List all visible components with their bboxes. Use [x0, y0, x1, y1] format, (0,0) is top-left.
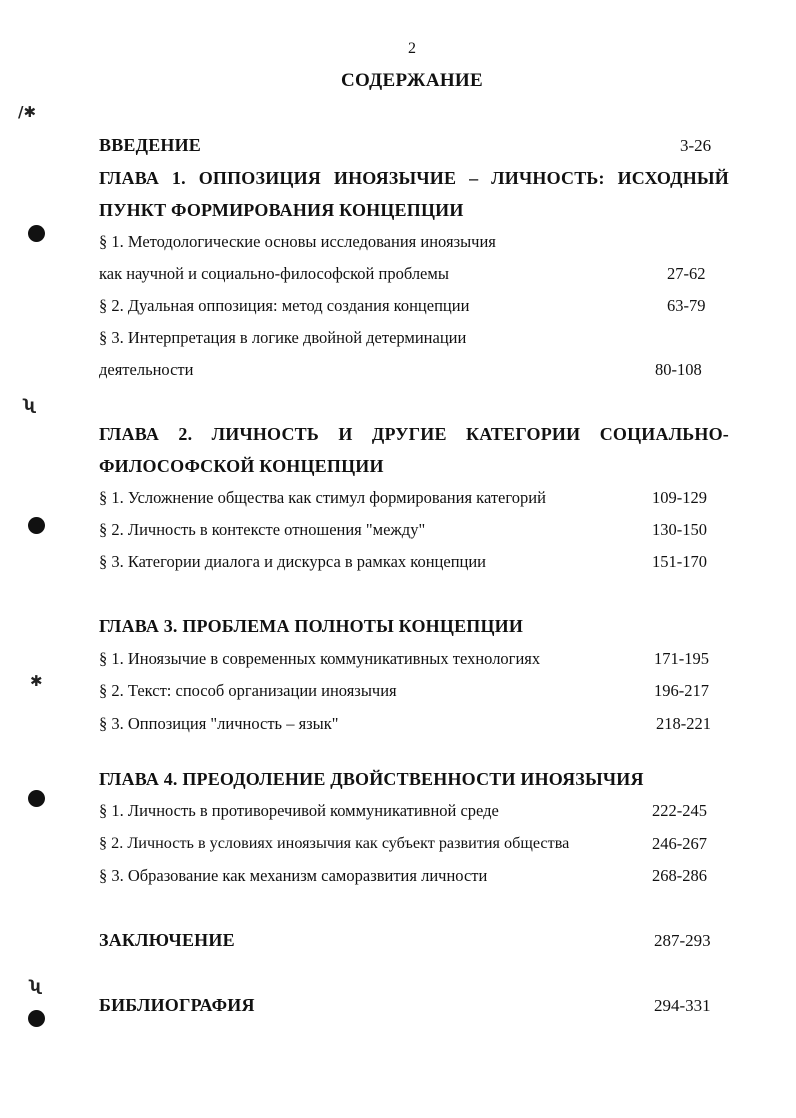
toc-section-pages: 196-217 — [654, 681, 709, 700]
toc-section-cont: как научной и социально-философской проблемы — [99, 264, 449, 283]
toc-section: § 3. Оппозиция "личность – язык" — [99, 714, 339, 733]
toc-conclusion-label: ЗАКЛЮЧЕНИЕ — [99, 930, 235, 950]
chapter-2-title-cont: ФИЛОСОФСКОЙ КОНЦЕПЦИИ — [99, 456, 384, 476]
chapter-1-title-cont: ПУНКТ ФОРМИРОВАНИЯ КОНЦЕПЦИИ — [99, 200, 464, 220]
toc-section-pages: 109-129 — [652, 488, 707, 507]
margin-scribble-icon: ✱ — [30, 672, 43, 690]
toc-section: § 2. Текст: способ организации иноязычия — [99, 681, 397, 700]
chapter-2-title: ГЛАВА 2. ЛИЧНОСТЬ И ДРУГИЕ КАТЕГОРИИ СОЦИАЛЬНО- — [99, 424, 729, 444]
margin-scribble-icon: ʯ — [30, 977, 42, 995]
toc-section: § 1. Усложнение общества как стимул формирования категорий — [99, 488, 546, 507]
toc-section: § 1. Личность в противоречивой коммуникативной среде — [99, 801, 499, 820]
toc-section-pages: 246-267 — [652, 834, 707, 853]
toc-conclusion-pages: 287-293 — [654, 931, 711, 950]
page-number: 2 — [408, 40, 416, 57]
toc-section: § 3. Категории диалога и дискурса в рамках концепции — [99, 552, 487, 571]
binder-hole-icon — [28, 790, 45, 807]
toc-section: § 3. Образование как механизм саморазвития личности — [99, 866, 488, 885]
toc-section: § 1. Методологические основы исследования иноязычия — [99, 232, 496, 251]
toc-section-pages: 130-150 — [652, 520, 707, 539]
toc-section: § 2. Дуальная оппозиция: метод создания концепции — [99, 296, 470, 315]
toc-intro-label: ВВЕДЕНИЕ — [99, 135, 202, 155]
margin-scribble-icon: /✱ — [18, 103, 37, 121]
toc-section: § 2. Личность в условиях иноязычия как субъект развития общества — [99, 834, 570, 852]
toc-section-cont: деятельности — [99, 360, 194, 379]
binder-hole-icon — [28, 517, 45, 534]
page-title: СОДЕРЖАНИЕ — [341, 70, 483, 91]
toc-section-pages: 171-195 — [654, 649, 709, 668]
binder-hole-icon — [28, 225, 45, 242]
toc-section-pages: 218-221 — [656, 714, 711, 733]
toc-section-pages: 80-108 — [655, 360, 702, 379]
margin-scribble-icon: ʯ — [24, 396, 36, 414]
toc-section-pages: 151-170 — [652, 552, 707, 571]
toc-intro-pages: 3-26 — [680, 136, 712, 155]
chapter-1-title: ГЛАВА 1. ОППОЗИЦИЯ ИНОЯЗЫЧИЕ – ЛИЧНОСТЬ: ИСХОДНЫЙ — [99, 168, 729, 188]
toc-section: § 1. Иноязычие в современных коммуникативных технологиях — [99, 649, 541, 668]
toc-section-pages: 268-286 — [652, 866, 707, 885]
toc-section: § 3. Интерпретация в логике двойной детерминации — [99, 328, 467, 347]
toc-section-pages: 63-79 — [667, 296, 706, 315]
toc-section-pages: 27-62 — [667, 264, 706, 283]
binder-hole-icon — [28, 1010, 45, 1027]
chapter-4-title: ГЛАВА 4. ПРЕОДОЛЕНИЕ ДВОЙСТВЕННОСТИ ИНОЯЗЫЧИЯ — [99, 769, 644, 789]
chapter-3-title: ГЛАВА 3. ПРОБЛЕМА ПОЛНОТЫ КОНЦЕПЦИИ — [99, 616, 524, 636]
toc-bibliography-label: БИБЛИОГРАФИЯ — [99, 995, 255, 1015]
toc-section-pages: 222-245 — [652, 801, 707, 820]
toc-bibliography-pages: 294-331 — [654, 996, 711, 1015]
toc-section: § 2. Личность в контексте отношения "между" — [99, 520, 426, 539]
